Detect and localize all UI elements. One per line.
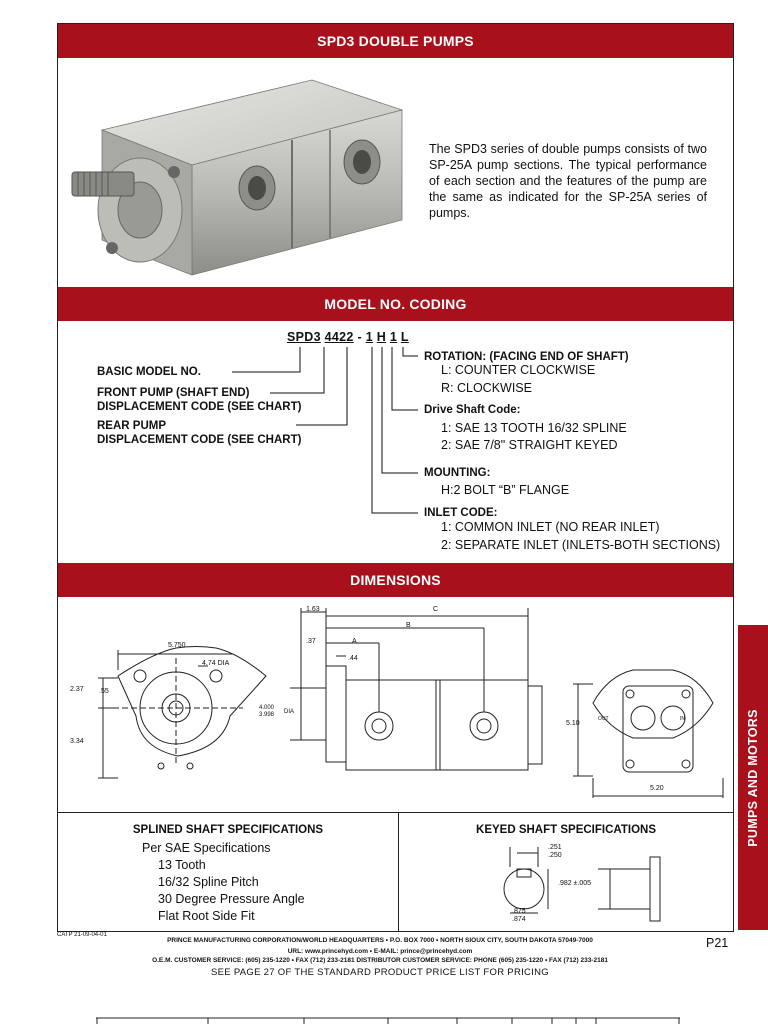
footer-line-2: URL: www.princehyd.com • E-MAIL: prince@princehyd.com	[287, 948, 473, 955]
side-tab	[738, 625, 768, 930]
section-title-pumps: SPD3 DOUBLE PUMPS	[58, 24, 733, 58]
dim-bolt-circle: 4.74 DIA	[202, 660, 230, 667]
label-basic-model: BASIC MODEL NO.	[97, 366, 201, 378]
mounting-value: H:2 BOLT “B” FLANGE	[441, 483, 570, 497]
page-number: P21	[706, 936, 729, 950]
rotation-label: ROTATION: (FACING END OF SHAFT)	[424, 351, 629, 363]
splined-spec-title: SPLINED SHAFT SPECIFICATIONS	[132, 824, 324, 836]
dim-top-offset: 2.37	[70, 686, 84, 693]
dim-c: C	[433, 606, 439, 613]
port-out: OUT	[598, 716, 609, 722]
dim-44: .44	[348, 655, 358, 662]
dim-a: A	[352, 638, 357, 645]
splined-spec-line: 30 Degree Pressure Angle	[158, 892, 305, 906]
code-mount: H	[376, 330, 387, 344]
label-rear-pump: REAR PUMP	[97, 420, 167, 432]
shaft-code-value-2: 2: SAE 7/8" STRAIGHT KEYED	[441, 438, 618, 452]
catalog-number: CATP 21-09-04-01	[57, 932, 107, 938]
keyed-key-width: .251 .250	[548, 844, 562, 859]
dim-37: .37	[306, 638, 316, 645]
next-page-table-edge	[96, 1017, 680, 1024]
port-in: IN	[680, 716, 685, 722]
dimension-drawings	[58, 598, 733, 810]
shaft-code-label: Drive Shaft Code:	[424, 404, 521, 416]
section-title-dimensions: DIMENSIONS	[58, 563, 733, 597]
dim-b: B	[406, 622, 411, 629]
label-rear-displacement: DISPLACEMENT CODE (SEE CHART)	[97, 434, 302, 446]
dim-1-63: 1.63	[306, 606, 320, 613]
code-base: SPD3	[287, 330, 321, 344]
code-front: 44	[324, 330, 340, 344]
side-tab-label: PUMPS AND MOTORS	[746, 708, 760, 847]
splined-spec-list	[142, 840, 305, 925]
splined-spec-line: Per SAE Specifications	[142, 841, 271, 855]
section-title-coding: MODEL NO. CODING	[58, 287, 733, 321]
code-rotation: L	[400, 330, 409, 344]
mounting-label: MOUNTING:	[424, 467, 491, 479]
splined-spec-line: 13 Tooth	[158, 858, 206, 872]
code-shaft: 1	[389, 330, 398, 344]
splined-spec-line: Flat Root Side Fit	[158, 909, 255, 923]
keyed-spec-title: KEYED SHAFT SPECIFICATIONS	[476, 824, 656, 836]
dim-height: 5.10	[566, 720, 580, 727]
intro-paragraph: The SPD3 series of double pumps consists of two SP-25A pump sections. The typical performance of each section and the features of the pump are the same as indicated for the SP-25A series of pumps.	[429, 142, 707, 220]
dim-pilot: .55	[99, 688, 109, 695]
footer-line-1: PRINCE MANUFACTURING CORPORATION/WORLD HEADQUARTERS • P.O. BOX 7000 • NORTH SIOUX CITY, SOUTH DAKOTA 57049-7000	[167, 937, 593, 944]
dim-flange-width: 5.750	[168, 642, 186, 649]
dim-dia-label: DIA	[284, 709, 295, 715]
spec-top-divider	[58, 812, 733, 813]
dim-shaft-dia: 4.000 3.998	[259, 705, 275, 718]
inlet-value-1: 1: COMMON INLET (NO REAR INLET)	[441, 520, 660, 534]
inlet-label: INLET CODE:	[424, 507, 498, 519]
keyed-key-height: .982 ±.005	[558, 880, 592, 887]
label-front-pump: FRONT PUMP (SHAFT END)	[97, 387, 250, 399]
inlet-value-2: 2: SEPARATE INLET (INLETS-BOTH SECTIONS)	[441, 538, 721, 552]
splined-spec-line: 16/32 Spline Pitch	[158, 875, 259, 889]
rotation-value-r: R: CLOCKWISE	[441, 381, 532, 395]
dim-bottom-offset: 3.34	[70, 738, 84, 745]
code-rear: 22	[339, 330, 354, 344]
dim-width: 5.20	[650, 785, 664, 792]
keyed-shaft-dia: .875 .874	[512, 908, 526, 923]
label-front-displacement: DISPLACEMENT CODE (SEE CHART)	[97, 401, 302, 413]
shaft-code-value-1: 1: SAE 13 TOOTH 16/32 SPLINE	[441, 421, 627, 435]
code-inlet: 1	[365, 330, 373, 344]
pricing-note: SEE PAGE 27 OF THE STANDARD PRODUCT PRICE LIST FOR PRICING	[211, 967, 549, 978]
code-dash: -	[357, 330, 362, 344]
footer-line-3: O.E.M. CUSTOMER SERVICE: (605) 235-1220 • FAX (712) 233-2181 DISTRIBUTOR CUSTOMER SERVICE: PHONE (605) 235-1220 • FAX (712) 233-2181	[152, 957, 608, 964]
rotation-value-l: L: COUNTER CLOCKWISE	[441, 363, 596, 377]
